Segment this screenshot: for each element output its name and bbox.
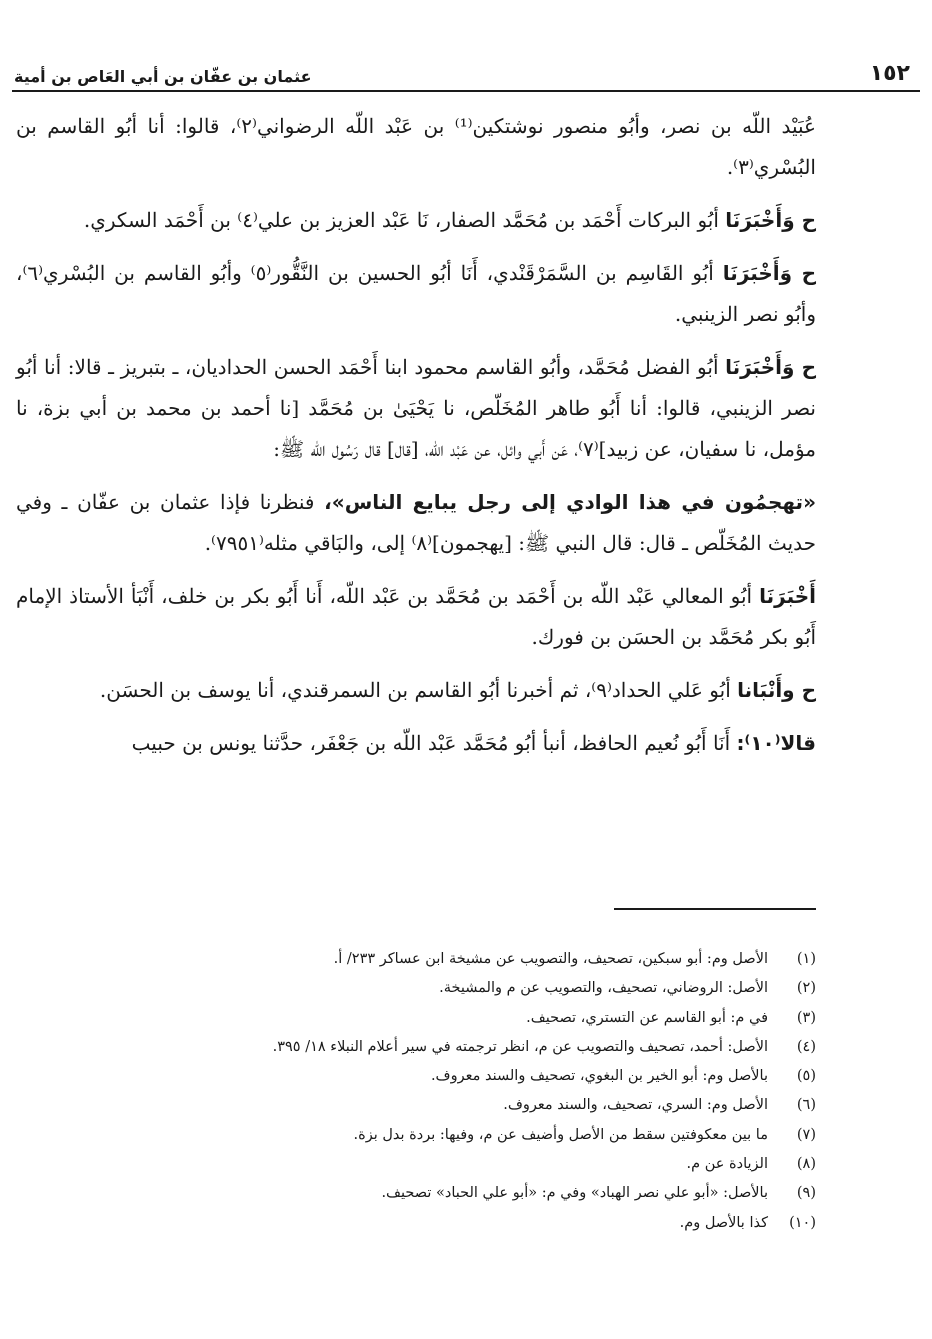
footnote-text: الزيادة عن م. — [686, 1156, 768, 1173]
footnote-number: (٤) — [796, 1038, 816, 1055]
footnote-number: (٦) — [796, 1097, 816, 1114]
paragraph-lead: ح وَأَخْبَرَنَا — [725, 355, 817, 379]
footnote-text: بالأصل وم: أبو الخير بن البغوي، تصحيف والسند معروف. — [430, 1068, 768, 1085]
paragraph-lead: قالا⁽١٠⁾: — [736, 731, 816, 755]
footnote-text: الأصل وم: أبو سبكين، تصحيف، والتصويب عن مشيخة ابن عساكر ٢٣٣/ أ. — [333, 951, 768, 967]
footnote-number: (١٠) — [789, 1214, 816, 1231]
paragraph-text: أبُو البركات أَحْمَد بن مُحَمَّد الصفار، نَا عَبْد العزيز بن علي⁽٤⁾ بن أَحْمَد السكري. — [83, 208, 719, 232]
footnote-number: (٨) — [796, 1156, 816, 1173]
paragraph-lead: أَخْبَرَنَا — [759, 584, 817, 608]
footnotes — [40, 945, 816, 1238]
footnote-number: (٢) — [796, 980, 816, 997]
hadith-quote: «تهجمُون في هذا الوادي إلى رجل يبايع الناس»، — [324, 490, 816, 514]
footnote — [40, 1209, 816, 1238]
paragraph-text: فنظرنا فإذا عثمان بن عفّان ـ وفي حديث المُخَلّص ـ قال: قال النبي ﷺ: [يهجمون]⁽٨⁾ إلى، والبَاقي مثله⁽٧٩٥١⁾. — [16, 490, 816, 555]
footnote-text: ما بين معكوفتين سقط من الأصل وأضيف عن م، وفيها: بردة بدل بزة. — [353, 1126, 768, 1143]
paragraph-text: أبُو المعالي عَبْد اللّه بن أَحْمَد بن مُحَمَّد بن عَبْد اللّه، أَنا أَبُو بكر بن خلف، أَنْبَأ الأستاذ الإمام أَبُو بكر مُحَمَّد بن الحسَن بن فورك. — [16, 584, 816, 649]
paragraph — [16, 106, 816, 188]
paragraph — [16, 200, 816, 241]
footnote-text: الأصل: الروضاني، تصحيف، والتصويب عن م والمشيخة. — [439, 980, 768, 997]
paragraph — [16, 347, 816, 470]
footnote — [40, 1033, 816, 1062]
page-header — [12, 48, 920, 86]
header-rule — [12, 90, 920, 92]
footnote — [40, 974, 816, 1003]
footnote-number: (٥) — [796, 1068, 816, 1085]
footnote-number: (٣) — [796, 1009, 816, 1026]
paragraph-text: أبُو الفضل مُحَمَّد، وأبُو القاسم محمود ابنا أَحْمَد الحسن الحداديان، ـ بتبريز ـ قالا: أنا أبُو نصر الزينبي، قالوا: أنا أَبُو طاهر المُخَلّص، نا يَحْيَىٰ بن مُحَمَّد [نا أحمد بن محمد بن أبي بزة، نا مؤمل، نا سفيان، عن زبيد]⁽٧⁾، عَن أَبي وائل، عن عَبْد اللّه، [قال] قال رَسُول الله ﷺ: — [16, 355, 816, 461]
paragraph — [16, 253, 816, 335]
footnote-text: الأصل: أحمد، تصحيف والتصويب عن م، انظر ترجمته في سير أعلام النبلاء ١٨/ ٣٩٥. — [272, 1038, 768, 1055]
footnote-separator — [614, 908, 816, 910]
paragraph-lead: ح وَأَخْبَرَنَا — [722, 261, 817, 285]
paragraph-lead: ح وأَنْبَانا — [737, 678, 816, 702]
paragraph — [16, 482, 816, 564]
footnote — [40, 1062, 816, 1091]
paragraph — [16, 723, 816, 764]
main-text — [16, 106, 816, 776]
footnote-text: في م: أبو القاسم عن التستري، تصحيف. — [526, 1009, 768, 1026]
paragraph-text: عُبَيْد اللّه بن نصر، وأبُو منصور نوشتكين⁽¹⁾ بن عَبْد اللّه الرضواني⁽٢⁾، قالوا: أنا أبُو القاسم بن البُسْري⁽٣⁾. — [16, 114, 816, 179]
footnote-number: (١) — [796, 951, 816, 967]
footnote-text: بالأصل: «أبو علي نصر الهباد» وفي م: «أبو علي الحباد» تصحيف. — [381, 1185, 768, 1202]
footnote — [40, 1091, 816, 1120]
footnote — [40, 1150, 816, 1179]
page-number: ١٥٢ — [869, 61, 910, 86]
paragraph-lead: ح وَأَخْبَرَنَا — [725, 208, 816, 232]
paragraph-text: أَنَا أَبُو نُعيم الحافظ، أنبأ أبُو مُحَمَّد عَبْد اللّه بن جَعْفَر، حدَّثنا يونس بن حبيب — [131, 731, 731, 755]
footnote — [40, 945, 816, 974]
paragraph — [16, 576, 816, 658]
paragraph-text: أبُو القَاسِم بن السَّمَرْقَنْدي، أَنَا أبُو الحسين بن النَّقُّور⁽٥⁾ وأبُو القاسم بن البُسْري⁽٦⁾، وأبُو نصر الزينبي. — [16, 261, 816, 326]
paragraph-text: أبُو عَلي الحداد⁽٩⁾، ثم أخبرنا أبُو القاسم بن السمرقندي، أنا يوسف بن الحسَن. — [99, 678, 731, 702]
paragraph — [16, 670, 816, 711]
footnote-number: (٧) — [796, 1126, 816, 1143]
footnote-text: الأصل وم: السري، تصحيف، والسند معروف. — [503, 1097, 768, 1114]
footnote — [40, 1179, 816, 1208]
footnote-number: (٩) — [796, 1185, 816, 1202]
running-title: عثمان بن عفّان بن أبي العَاص بن أمية — [14, 67, 312, 86]
footnote — [40, 1121, 816, 1150]
footnote-text: كذا بالأصل وم. — [679, 1214, 768, 1231]
footnote — [40, 1004, 816, 1033]
